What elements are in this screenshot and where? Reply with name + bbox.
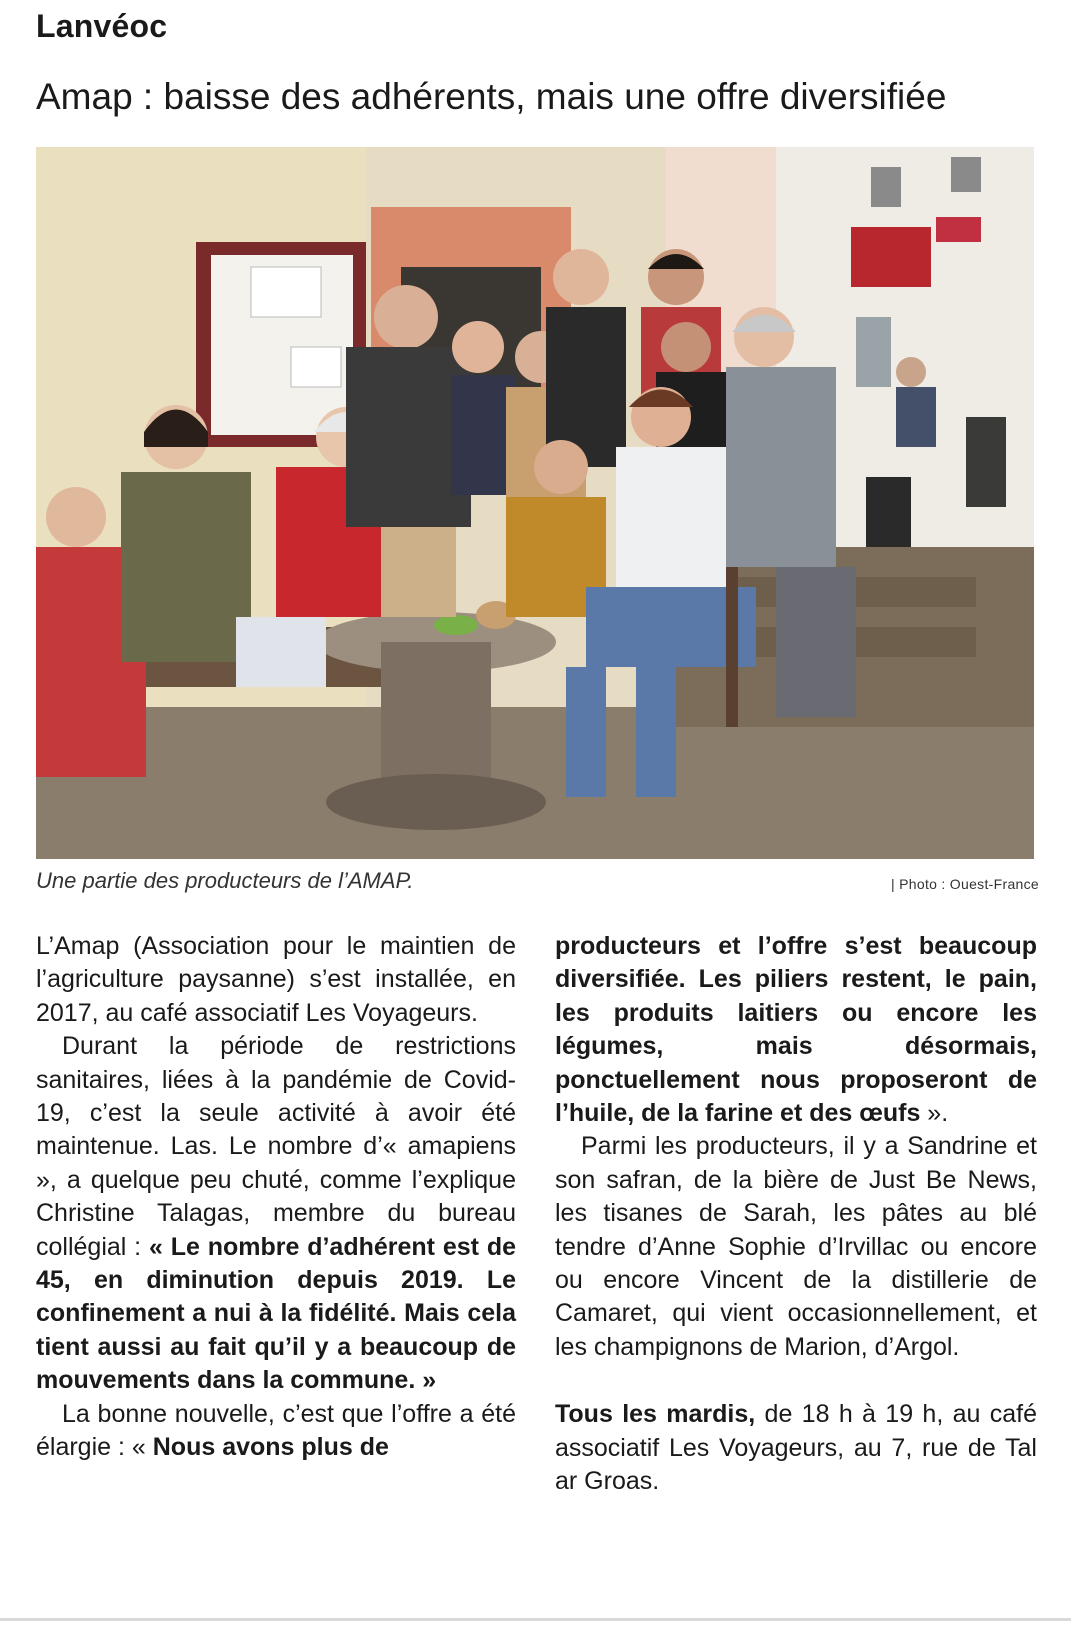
paragraph-restrictions bbox=[36, 1030, 516, 1397]
schedule-text: de 18 h à 19 h, au café associatif Les Voyageurs, au 7, rue de Tal ar Groas. bbox=[555, 1400, 1038, 1496]
schedule-lead: Tous les mardis, bbox=[555, 1400, 756, 1429]
paragraph-good-news bbox=[36, 1398, 516, 1465]
article-column-left bbox=[36, 930, 516, 1465]
paragraph-good-news-text: La bonne nouvelle, c’est que l’offre a été élargie : « bbox=[36, 1399, 516, 1462]
quote-offer-continued: producteurs et l’offre s’est beaucoup diversifiée. Les piliers restent, le pain, les produits laitiers ou encore les légumes, mais désormais, ponctuellement nous proposeront de l’huile, de la farine et des œufs bbox=[555, 932, 1037, 1128]
article-headline: Amap : baisse des adhérents, mais une offre diversifiée bbox=[36, 76, 947, 117]
paragraph-intro: L’Amap (Association pour le maintien de l’agriculture paysanne) s’est installée, en 2017, au café associatif Les Voyageurs. bbox=[36, 932, 516, 1027]
paragraph-offer-quote bbox=[555, 930, 1037, 1130]
paragraph-producers: Parmi les producteurs, il y a Sandrine et son safran, de la bière de Just Be News, les tisanes de Sarah, les pâtes au blé tendre d’Anne Sophie d’Irvillac ou encore ou encore Vincent de la distillerie de Camaret, qui vient occasionnellement, et les champignons de Marion, d’Argol. bbox=[555, 1132, 1037, 1361]
group-photo-image bbox=[36, 147, 1034, 859]
photo-caption: Une partie des producteurs de l’AMAP. bbox=[36, 868, 414, 893]
quote-christine-talagas: « Le nombre d’adhérent est de 45, en diminution depuis 2019. Le confinement a nui à la fidélité. Mais cela tient aussi au fait qu’il y a beaucoup de mouvements dans la commune. » bbox=[36, 1232, 516, 1395]
bottom-divider bbox=[0, 1618, 1071, 1621]
photo-credit: | Photo : Ouest-France bbox=[891, 876, 1039, 892]
article-column-right bbox=[555, 930, 1037, 1499]
quote-offer-end: ». bbox=[920, 1099, 949, 1128]
paragraph-restrictions-text: Durant la période de restrictions sanitaires, liées à la pandémie de Covid-19, c’est la seule activité à avoir été maintenue. Las. Le nombre d’« amapiens », a quelque peu chuté, comme l’explique Christine Talagas, membre du bureau collégial : bbox=[36, 1032, 516, 1261]
quote-offer-start: Nous avons plus de bbox=[152, 1433, 389, 1462]
paragraph-schedule bbox=[555, 1398, 1037, 1498]
section-kicker: Lanvéoc bbox=[36, 8, 168, 44]
